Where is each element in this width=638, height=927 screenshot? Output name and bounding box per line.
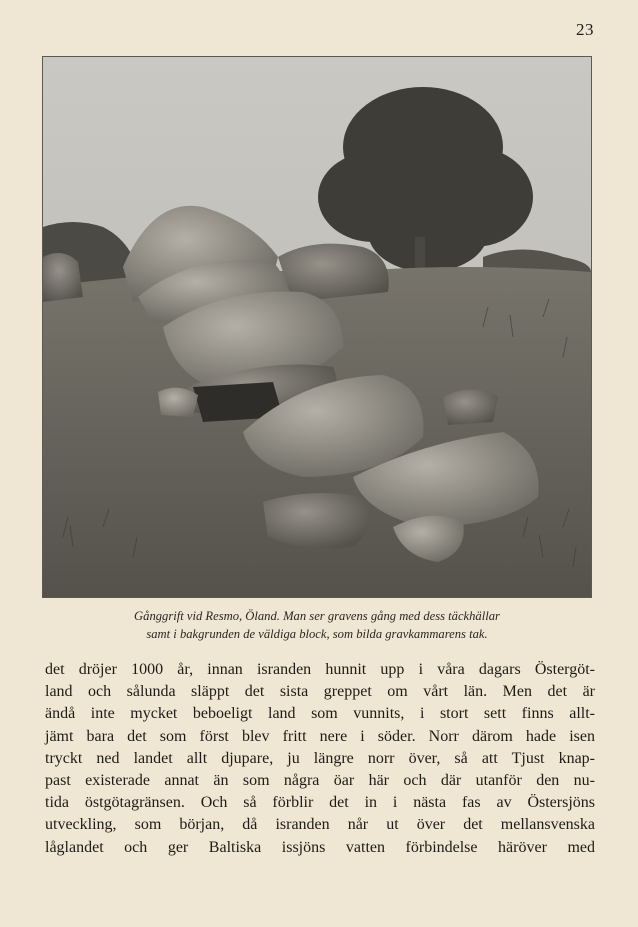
text-line: det dröjer 1000 år, innan isranden hunnit upp i våra dagars Östergöt- — [45, 661, 595, 678]
text-line: tida östgötagränsen. Och så förblir det in i nästa fas av Östersjöns — [45, 794, 595, 812]
text-line: past existerade annat än som några öar här och där utanför den nu- — [45, 772, 595, 790]
text-line: låglandet och ger Baltiska issjöns vatten förbindelse häröver med — [45, 838, 595, 856]
text-line: jämt bara det som först blev fritt nere i söder. Norr därom hade isen — [45, 727, 595, 745]
photograph-passage-grave — [43, 57, 591, 597]
text-line: land och sålunda släppt det sista greppet om vårt län. Men det är — [45, 683, 595, 701]
text-line: utveckling, som början, då isranden når ut över det mellansvenska — [45, 816, 595, 834]
caption-line: samt i bakgrunden de väldiga block, som bilda gravkammarens tak. — [146, 627, 488, 641]
text-line: tryckt ned landet allt djupare, ju längre norr över, så att Tjust knap- — [45, 749, 595, 767]
caption-line: Gånggrift vid Resmo, Öland. Man ser gravens gång med dess täckhällar — [134, 609, 500, 623]
body-text — [45, 659, 595, 859]
text-line: ändå inte mycket beboeligt land som vunnits, i stort sett finns allt- — [45, 705, 595, 723]
page-number: 23 — [576, 20, 594, 39]
figure-caption — [43, 607, 591, 643]
